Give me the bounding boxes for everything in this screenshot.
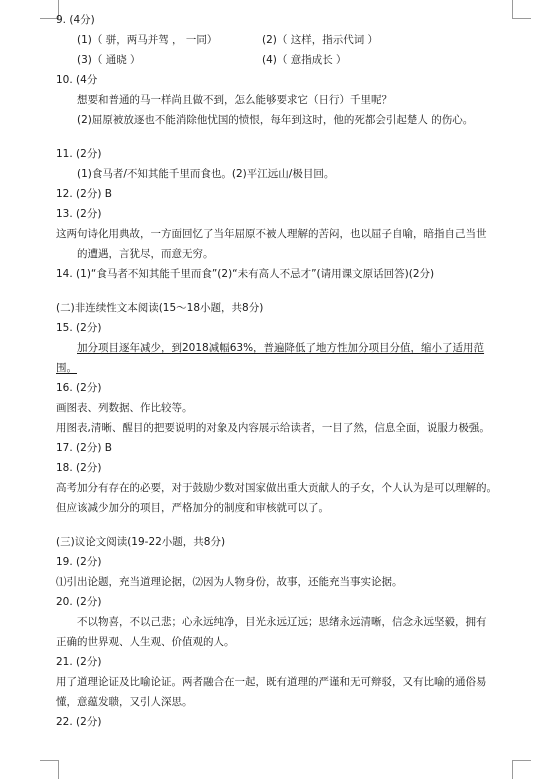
q18-heading: 18. (2分) xyxy=(56,462,102,474)
q21-heading: 21. (2分) xyxy=(56,656,102,668)
document-page xyxy=(56,10,514,732)
q15-underlined-text: 加分项目逐年减少，到2018减幅63%，普遍降低了地方性加分项目分值，缩小了适用范 xyxy=(77,342,485,354)
q16-line-1: 画图表、列数据、作比较等。 xyxy=(56,402,193,414)
q20-heading: 20. (2分) xyxy=(56,596,102,608)
q19-answer: ⑴引出论题，充当道理论据，⑵因为人物身份，故事，还能充当事实论据。 xyxy=(56,576,403,588)
q11-answer: (1)食马者/不知其能千里而食也。(2)平江远山/极目回。 xyxy=(77,168,335,180)
q18-line-2: 但应该减少加分的项目，严格加分的制度和审核就可以了。 xyxy=(56,502,329,514)
spacer xyxy=(56,284,514,298)
q19-heading: 19. (2分) xyxy=(56,556,102,568)
crop-mark-top-right xyxy=(512,0,531,19)
crop-mark-bottom-left xyxy=(40,760,59,779)
q15-line-1 xyxy=(56,338,514,358)
q12-heading: 12. (2分) B xyxy=(56,188,112,200)
q15-line-2 xyxy=(56,358,514,378)
crop-mark-bottom-right xyxy=(512,760,531,779)
q9-item-1: (1)（ 骈，两马并驾 ， 一同） xyxy=(77,34,218,46)
q10-heading: 10. (4分 xyxy=(56,74,98,86)
q22-heading: 22. (2分) xyxy=(56,716,102,728)
q10-line-2: (2)屈原被放逐也不能消除他忧国的愤恨，每年到这时，他的死都会引起楚人 的伤心。 xyxy=(77,114,474,126)
q21-line-1: 用了道理论证及比喻论证。两者融合在一起，既有道理的严谨和无可辩驳，又有比喻的通俗易 xyxy=(56,676,487,688)
q9-heading: 9. (4分) xyxy=(56,14,95,26)
section-3-title: (三)议论文阅读(19-22小题，共8分) xyxy=(56,536,226,548)
q13-line-2: 的遭遇，言犹尽，而意无穷。 xyxy=(77,248,214,260)
q9-item-4: (4)（ 意指成长 ） xyxy=(262,54,347,66)
q16-heading: 16. (2分) xyxy=(56,382,102,394)
q10-line-1: 想要和普通的马一样尚且做不到，怎么能够要求它（日行）千里呢？ xyxy=(77,94,392,106)
q11-heading: 11. (2分) xyxy=(56,148,102,160)
q14-line: 14. (1)“食马者不知其能千里而食”(2)“未有高人不忌才”(请用课文原话回答)(2分) xyxy=(56,268,435,280)
q20-line-2: 正确的世界观、人生观、价值观的人。 xyxy=(56,636,235,648)
q15-underlined-text-end: 围。 xyxy=(56,362,77,374)
q15-heading: 15. (2分) xyxy=(56,322,102,334)
q16-line-2: 用图表,清晰、醒目的把要说明的对象及内容展示给读者，一目了然，信息全面，说服力极强。 xyxy=(56,422,490,434)
q13-line-1: 这两句诗化用典故，一方面回忆了当年屈原不被人理解的苦闷，也以屈子自喻，暗指自己当世 xyxy=(56,228,487,240)
q20-line-1: 不以物喜，不以己悲；心永远纯净，目光永远辽远；思绪永远清晰，信念永远坚毅，拥有 xyxy=(77,616,487,628)
spacer xyxy=(56,130,514,144)
q18-line-1: 高考加分有存在的必要，对于鼓励少数对国家做出重大贡献人的子女，个人认为是可以理解的。 xyxy=(56,482,497,494)
section-2-title: (二)非连续性文本阅读(15～18小题，共8分) xyxy=(56,302,264,314)
q13-heading: 13. (2分) xyxy=(56,208,102,220)
spacer xyxy=(56,518,514,532)
q17-heading: 17. (2分) B xyxy=(56,442,112,454)
q9-item-2: (2)（ 这样，指示代词 ） xyxy=(262,34,379,46)
q9-row-2 xyxy=(56,50,514,70)
q9-item-3: (3)（ 通晓 ） xyxy=(77,54,141,66)
q9-row-1 xyxy=(56,30,514,50)
q21-line-2: 懂，意蕴发聩，又引人深思。 xyxy=(56,696,193,708)
